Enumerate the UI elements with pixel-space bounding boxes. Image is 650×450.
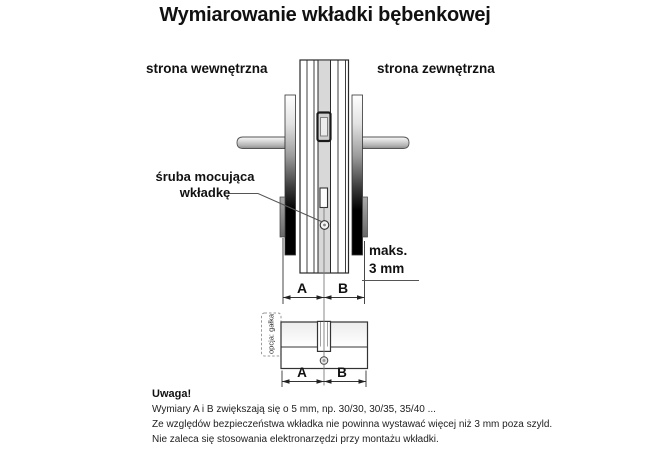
note-line-3: Nie zaleca się stosowania elektronarzędzi przy montażu wkładki. <box>152 434 439 445</box>
note-line-2: Ze względów bezpieczeństwa wkładka nie powinna wystawać więcej niż 3 mm poza szyld. <box>152 419 553 430</box>
notes-block <box>152 388 622 447</box>
max-protrusion-label <box>369 242 407 278</box>
keyway-slot <box>320 188 328 208</box>
mounting-screw-label-line2: wkładkę <box>179 185 231 200</box>
dim-b-small-label: B <box>337 365 347 380</box>
outer-side-label: strona zewnętrzna <box>377 61 495 76</box>
cylinder-end-inner <box>280 197 285 237</box>
notes-heading: Uwaga! <box>152 388 192 400</box>
knob-option-label: opcja: gałka <box>266 313 276 355</box>
shield-outer <box>352 95 363 255</box>
note-line-1: Wymiary A i B zwiększają się o 5 mm, np. 30/30, 30/35, 35/40 ... <box>152 404 436 415</box>
mounting-screw-label-line1: śruba mocująca <box>155 169 255 184</box>
page-title: Wymiarowanie wkładki bębenkowej <box>159 4 491 26</box>
cylinder-cam <box>318 113 331 142</box>
dim-a-main-label: A <box>296 280 308 296</box>
dim-b-main-label: B <box>337 280 349 296</box>
dim-a-small-label: A <box>297 365 307 380</box>
mounting-screw-label <box>148 169 262 201</box>
inner-side-label: strona wewnętrzna <box>146 61 268 76</box>
cylinder-shaft-inner <box>237 137 285 149</box>
mounting-screw-small <box>320 357 328 365</box>
max-protrusion-label-line1: maks. <box>369 243 408 258</box>
cylinder-end-outer <box>363 197 368 237</box>
max-protrusion-label-line2: 3 mm <box>369 261 405 276</box>
shield-inner <box>285 95 296 255</box>
cylinder-shaft-outer <box>362 137 409 149</box>
